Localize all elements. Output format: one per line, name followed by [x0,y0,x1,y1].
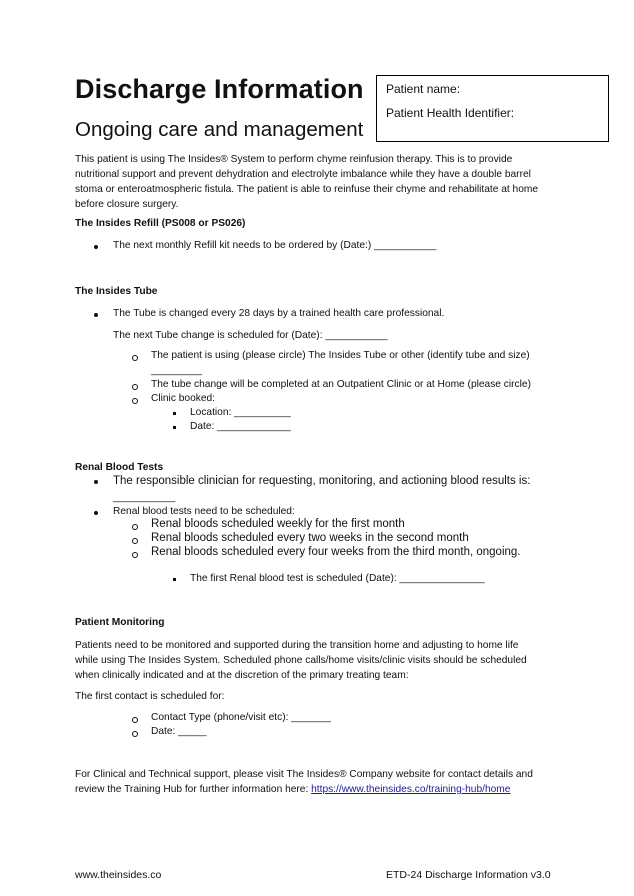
monitoring-line: while using The Insides System. Scheduled phone calls/home visits/clinic visits should be scheduled [75,655,527,666]
circle-bullet-icon [132,552,138,558]
contact-type: Contact Type (phone/visit etc): _______ [151,712,331,723]
circle-bullet-icon [132,524,138,530]
tube-location-item: The tube change will be completed at an Outpatient Clinic or at Home (please circle) [151,379,531,390]
first-contact-label: The first contact is scheduled for: [75,691,225,702]
renal-clinician-blank: ___________ [113,492,176,503]
bullet-icon [94,245,98,249]
support-paragraph [75,767,565,797]
tube-type-blank: _________ [151,365,202,376]
tube-change-info: The Tube is changed every 28 days by a trained health care professional. [113,308,445,319]
patient-info-box [376,75,609,142]
support-line: review the Training Hub for further information here: [75,784,312,795]
renal-clinician: The responsible clinician for requesting, monitoring, and actioning blood results is: [113,475,531,487]
bullet-icon [94,511,98,515]
intro-line: This patient is using The Insides® System to perform chyme reinfusion therapy. This is to provide [75,154,513,165]
monitoring-line: Patients need to be monitored and supported during the transition home and adjusting to home life [75,640,519,651]
renal-schedule-item: Renal bloods scheduled weekly for the first month [151,518,405,530]
patient-identifier-label: Patient Health Identifier: [386,106,515,120]
page-subtitle: Ongoing care and management [75,118,364,141]
support-line: For Clinical and Technical support, please visit The Insides® Company website for contact details and [75,769,533,780]
monitoring-line: when clinically indicated and at the discretion of the primary treating team: [75,670,409,681]
clinic-location: Location: __________ [190,407,291,418]
refill-heading: The Insides Refill (PS008 or PS026) [75,218,246,229]
circle-bullet-icon [132,717,138,723]
footer-doc-version: ETD-24 Discharge Information v3.0 [386,869,551,881]
clinic-date: Date: _____________ [190,421,291,432]
circle-bullet-icon [132,384,138,390]
bullet-icon [94,480,98,484]
circle-bullet-icon [132,538,138,544]
circle-bullet-icon [132,731,138,737]
intro-paragraph [75,152,560,212]
training-hub-link[interactable]: https://www.theinsides.co/training-hub/home [311,784,511,795]
renal-schedule-intro: Renal blood tests need to be scheduled: [113,506,295,517]
monitoring-paragraph [75,638,560,683]
intro-line: before closure surgery. [75,199,179,210]
tube-heading: The Insides Tube [75,286,158,297]
square-bullet-icon [173,412,176,415]
refill-order-date: The next monthly Refill kit needs to be ordered by (Date:) ___________ [113,240,437,251]
bullet-icon [94,313,98,317]
circle-bullet-icon [132,355,138,361]
square-bullet-icon [173,426,176,429]
intro-line: stoma or enteroatmospheric fistula. The patient is able to reinfuse their chyme and rehabilitate at home [75,184,539,195]
square-bullet-icon [173,578,176,581]
renal-heading: Renal Blood Tests [75,462,164,473]
monitoring-heading: Patient Monitoring [75,617,165,628]
page-title: Discharge Information [75,74,364,104]
clinic-booked-item: Clinic booked: [151,393,215,404]
circle-bullet-icon [132,398,138,404]
contact-date: Date: _____ [151,726,207,737]
renal-schedule-item: Renal bloods scheduled every two weeks in the second month [151,532,469,544]
intro-line: nutritional support and prevent dehydration and electrolyte imbalance while they have a double barrel [75,169,531,180]
tube-next-change: The next Tube change is scheduled for (Date): ___________ [113,330,388,341]
renal-first-test: The first Renal blood test is scheduled (Date): _______________ [190,573,485,584]
renal-schedule-item: Renal bloods scheduled every four weeks from the third month, ongoing. [151,546,521,558]
tube-type-item: The patient is using (please circle) The Insides Tube or other (identify tube and size) [151,350,530,361]
footer-website: www.theinsides.co [75,869,162,881]
patient-name-label: Patient name: [386,82,461,96]
